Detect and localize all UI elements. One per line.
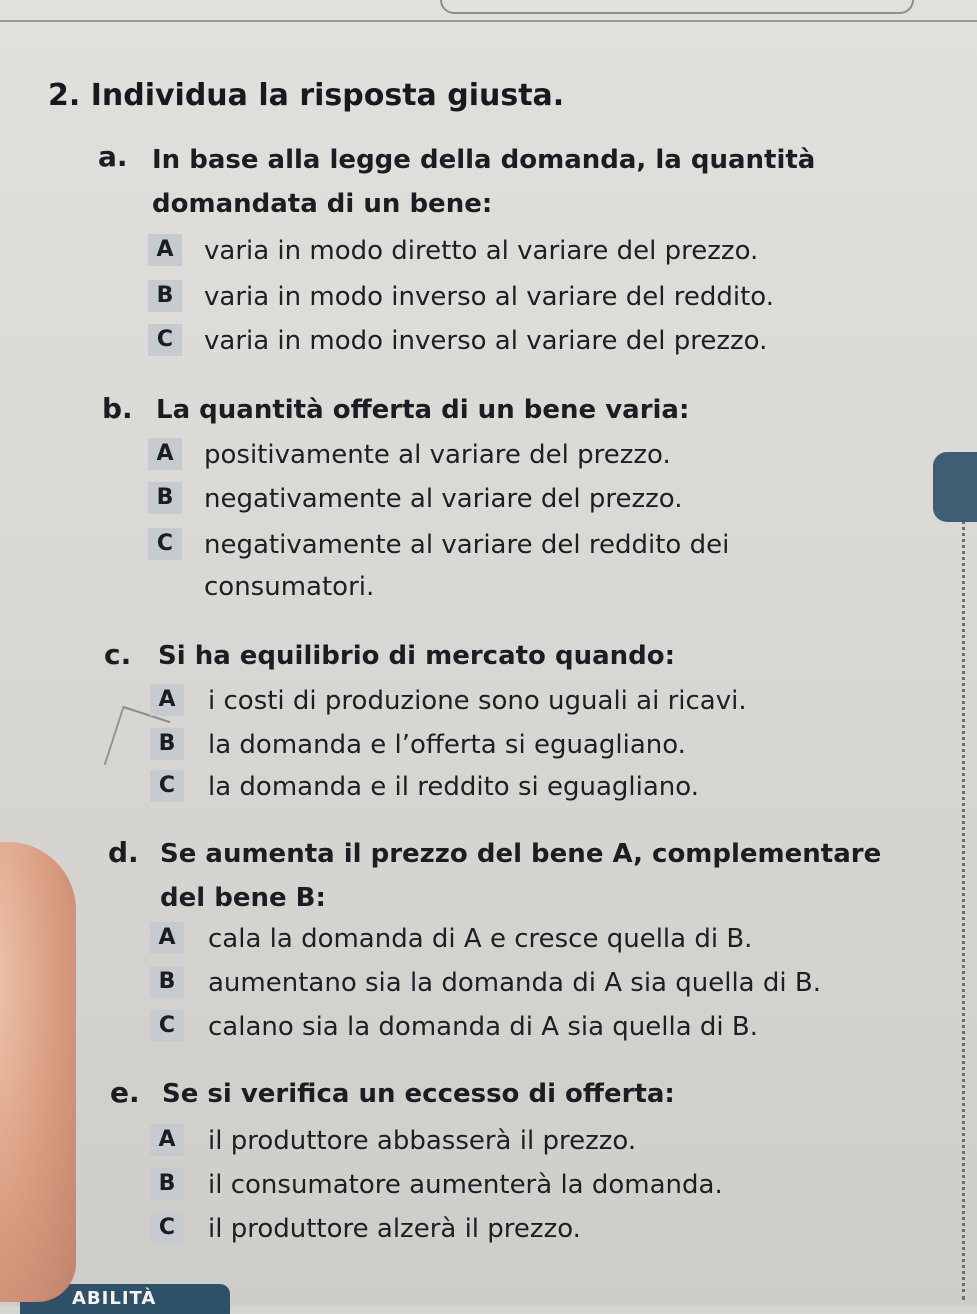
right-edge-tab (933, 452, 977, 522)
option-badge[interactable]: A (148, 438, 182, 470)
top-tab-outline (440, 0, 914, 14)
question-e-text: Se si verifica un eccesso di offerta: (162, 1079, 675, 1109)
question-a-text: In base alla legge della domanda, la quantità domandata di un bene: (152, 145, 816, 219)
option-text: negativamente al variare del prezzo. (204, 484, 683, 514)
option-text: il consumatore aumenterà la domanda. (208, 1170, 723, 1200)
question-c-text: Si ha equilibrio di mercato quando: (158, 641, 676, 671)
question-a-label: a. (98, 140, 128, 173)
option-badge[interactable]: C (150, 1010, 184, 1042)
option-badge[interactable]: C (148, 324, 182, 356)
section-footer-label: ABILITÀ (72, 1288, 157, 1309)
option-text: la domanda e l’offerta si eguagliano. (208, 730, 686, 760)
option-badge[interactable]: B (150, 966, 184, 998)
option-badge[interactable]: A (150, 922, 184, 954)
option-badge[interactable]: A (148, 234, 182, 266)
question-c-label: c. (104, 638, 132, 671)
exercise-heading: 2. Individua la risposta giusta. (48, 78, 565, 113)
option-badge[interactable]: A (150, 1124, 184, 1156)
top-rule (0, 20, 977, 22)
option-text: aumentano sia la domanda di A sia quella di B. (208, 968, 821, 998)
option-badge[interactable]: B (148, 280, 182, 312)
question-e-label: e. (110, 1076, 140, 1109)
option-text: il produttore abbasserà il prezzo. (208, 1126, 637, 1156)
option-badge[interactable]: C (150, 1212, 184, 1244)
option-text: i costi di produzione sono uguali ai ricavi. (208, 686, 747, 716)
dotted-margin-line (962, 520, 965, 1300)
option-text: cala la domanda di A e cresce quella di B. (208, 924, 753, 954)
option-badge[interactable]: B (148, 482, 182, 514)
finger-photo-overlay (0, 842, 76, 1302)
option-text: positivamente al variare del prezzo. (204, 440, 671, 470)
option-text: il produttore alzerà il prezzo. (208, 1214, 581, 1244)
question-d-label: d. (108, 836, 139, 869)
option-badge[interactable]: C (148, 528, 182, 560)
option-badge[interactable]: B (150, 1168, 184, 1200)
option-text: varia in modo diretto al variare del prezzo. (204, 236, 759, 266)
option-badge[interactable]: C (150, 770, 184, 802)
option-text: varia in modo inverso al variare del reddito. (204, 282, 775, 312)
question-b-text: La quantità offerta di un bene varia: (156, 395, 690, 425)
option-text: negativamente al variare del reddito dei consumatori. (204, 530, 730, 602)
option-badge[interactable]: A (150, 684, 184, 716)
question-b-label: b. (102, 392, 133, 425)
option-text: calano sia la domanda di A sia quella di B. (208, 1012, 758, 1042)
option-text: la domanda e il reddito si eguagliano. (208, 772, 699, 802)
option-badge[interactable]: B (150, 728, 184, 760)
option-text: varia in modo inverso al variare del prezzo. (204, 326, 768, 356)
question-d-text: Se aumenta il prezzo del bene A, complementare del bene B: (160, 839, 882, 913)
